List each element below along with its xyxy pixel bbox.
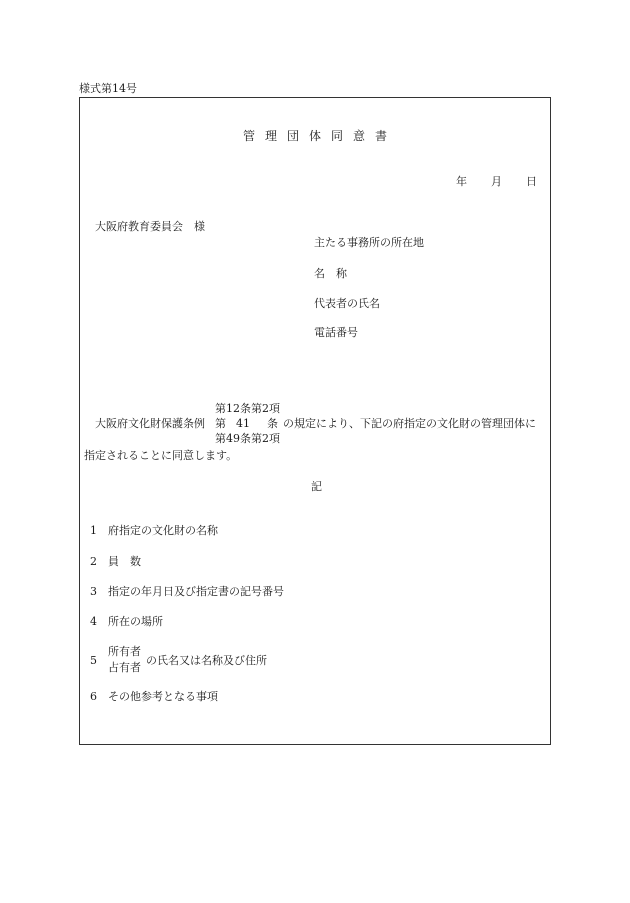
ki-heading: 記 [311, 480, 322, 493]
date-day-label: 日 [526, 175, 537, 188]
representative-name-label: 代表者の氏名 [314, 297, 380, 310]
date-month-label: 月 [491, 175, 502, 188]
article-prefix: 第 [215, 417, 226, 430]
item-owner-name-address: の氏名又は名称及び住所 [146, 654, 267, 667]
phone-number-label: 電話番号 [314, 326, 358, 339]
clause-body: の規定により、下記の府指定の文化財の管理団体に [283, 417, 536, 430]
item-location: 所在の場所 [108, 615, 163, 628]
item-number: 1 [90, 524, 97, 537]
name-label: 名 称 [314, 267, 347, 280]
item-number: 2 [90, 555, 97, 568]
item-number: 4 [90, 615, 97, 628]
item-number: 5 [90, 654, 97, 667]
item-number: 6 [90, 690, 97, 703]
form-number: 様式第14号 [79, 82, 137, 95]
office-address-label: 主たる事務所の所在地 [314, 236, 424, 249]
addressee: 大阪府教育委員会 様 [95, 220, 205, 233]
clause-continuation: 指定されることに同意します。 [84, 449, 238, 462]
item-designation-date: 指定の年月日及び指定書の記号番号 [108, 585, 284, 598]
article-number: 41 [236, 417, 250, 430]
item-cultural-property-name: 府指定の文化財の名称 [108, 524, 218, 537]
item-quantity: 員 数 [108, 555, 141, 568]
item-occupant-label: 占有者 [108, 661, 141, 674]
item-other-notes: その他参考となる事項 [108, 690, 218, 703]
item-owner-label: 所有者 [108, 645, 141, 658]
date-year-label: 年 [456, 175, 467, 188]
document-title: 管理団体同意書 [242, 129, 397, 143]
article-option-bottom: 第49条第2項 [215, 432, 280, 445]
article-option-top: 第12条第2項 [215, 402, 280, 415]
item-number: 3 [90, 585, 97, 598]
ordinance-name: 大阪府文化財保護条例 [95, 417, 205, 430]
article-suffix: 条 [267, 417, 278, 430]
